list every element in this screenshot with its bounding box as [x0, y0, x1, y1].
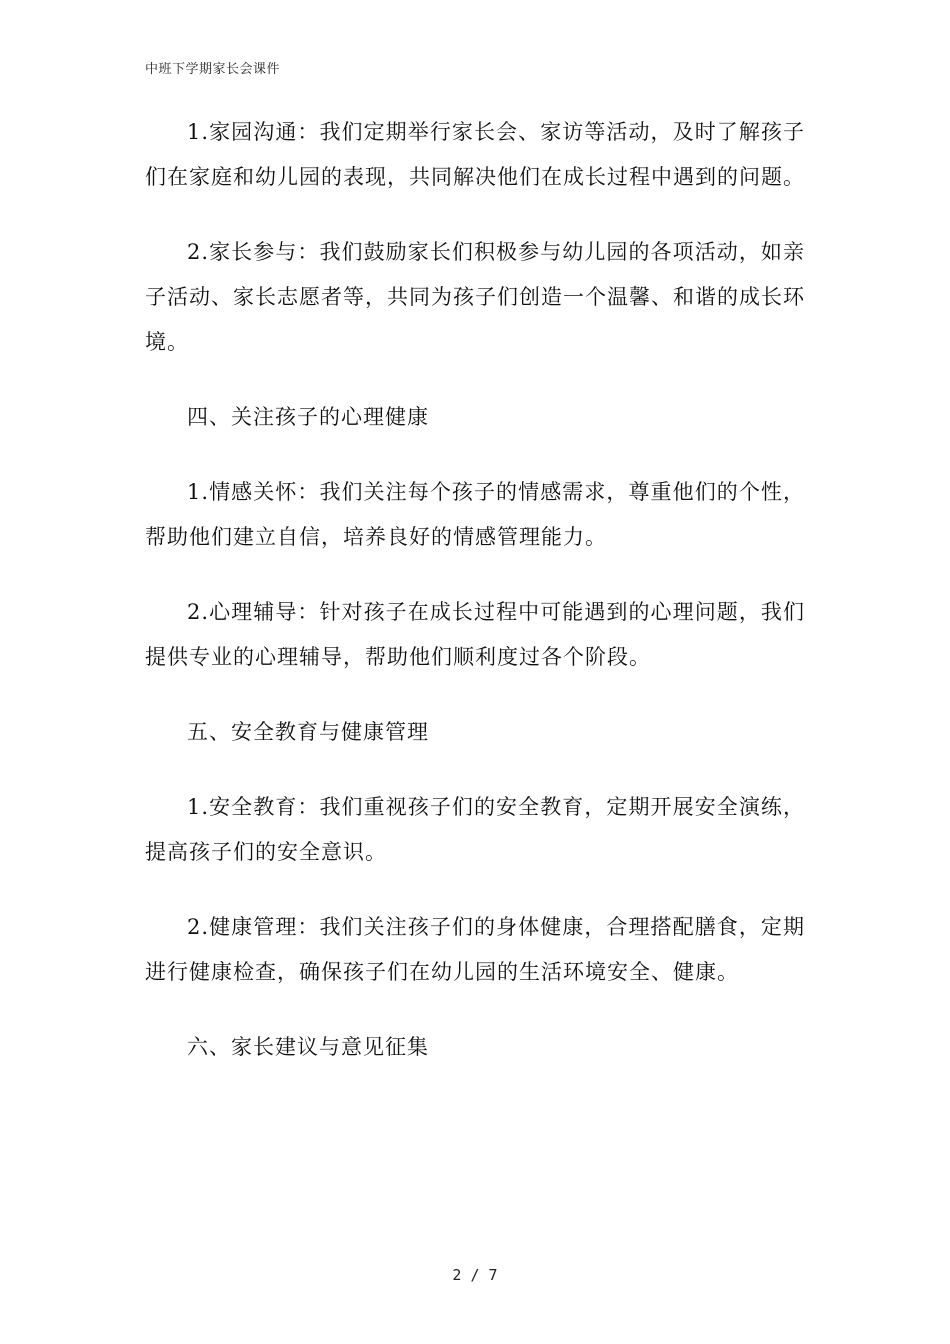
paragraph-emotional-care: 1.情感关怀：我们关注每个孩子的情感需求，尊重他们的个性，帮助他们建立自信，培养良好的情感管理能力。	[145, 480, 805, 549]
section-heading-safety-health: 五、安全教育与健康管理	[187, 720, 429, 744]
document-body	[145, 110, 805, 1100]
paragraph-safety-education: 1.安全教育：我们重视孩子们的安全教育，定期开展安全演练，提高孩子们的安全意识。	[145, 795, 805, 864]
paragraph-psychological-counseling: 2.心理辅导：针对孩子在成长过程中可能遇到的心理问题，我们提供专业的心理辅导，帮助他们顺利度过各个阶段。	[145, 600, 805, 669]
section-heading-mental-health: 四、关注孩子的心理健康	[187, 405, 429, 429]
paragraph-parent-participation: 2.家长参与：我们鼓励家长们积极参与幼儿园的各项活动，如亲子活动、家长志愿者等，共同为孩子们创造一个温馨、和谐的成长环境。	[145, 240, 805, 354]
page-number: 2 / 7	[452, 1266, 498, 1284]
page-header-title: 中班下学期家长会课件	[145, 62, 281, 77]
paragraph-home-school-communication: 1.家园沟通：我们定期举行家长会、家访等活动，及时了解孩子们在家庭和幼儿园的表现，共同解决他们在成长过程中遇到的问题。	[145, 120, 805, 189]
section-heading-parent-feedback: 六、家长建议与意见征集	[187, 1035, 429, 1059]
paragraph-health-management: 2.健康管理：我们关注孩子们的身体健康，合理搭配膳食，定期进行健康检查，确保孩子们在幼儿园的生活环境安全、健康。	[145, 915, 805, 984]
